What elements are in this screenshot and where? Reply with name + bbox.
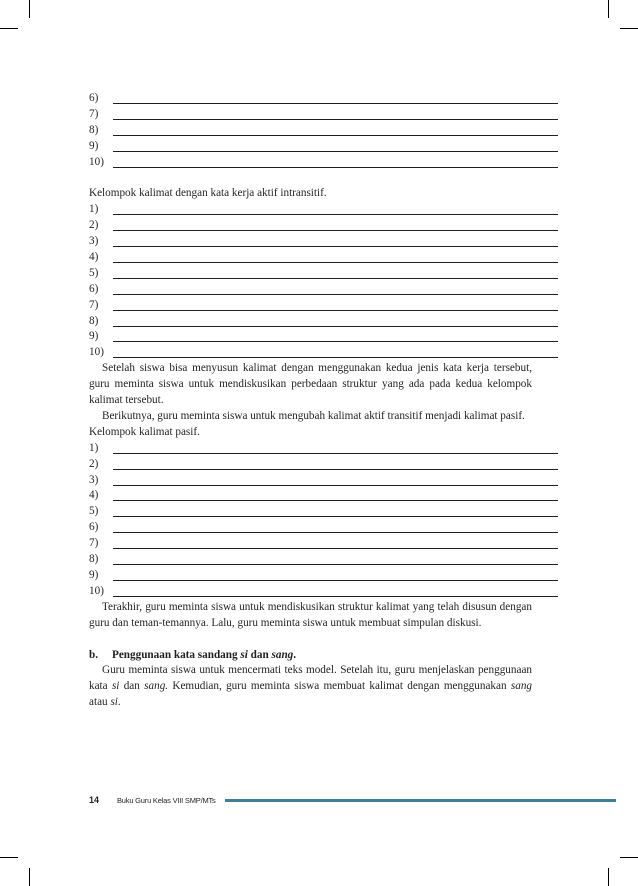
crop-mark xyxy=(608,0,609,18)
answer-blank-line xyxy=(113,151,558,152)
paragraph: Terakhir, guru meminta siswa untuk mendiskusikan struktur kalimat yang telah disusun dengan guru dan teman-temannya. Lalu, guru meminta siswa untuk membuat simpulan diskusi. xyxy=(89,600,532,629)
item-number: 4) xyxy=(89,251,99,264)
answer-blank-line xyxy=(113,500,558,501)
answer-blank-line xyxy=(113,580,558,581)
answer-blank-line xyxy=(113,326,558,327)
intransitive-list-item xyxy=(89,345,532,361)
passive-list-item xyxy=(89,568,532,584)
answer-blank-line xyxy=(113,278,558,279)
item-number: 9) xyxy=(89,139,99,152)
item-number: 7) xyxy=(89,298,99,311)
item-number: 8) xyxy=(89,123,99,136)
section-b-heading: b. Penggunaan kata sandang si dan sang. xyxy=(89,648,532,664)
intransitive-list-item xyxy=(89,202,532,218)
crop-mark xyxy=(620,857,638,858)
answer-blank-line xyxy=(113,262,558,263)
item-number: 10) xyxy=(89,346,104,359)
intransitive-list-item xyxy=(89,298,532,314)
intransitive-list-item xyxy=(89,234,532,250)
item-number: 1) xyxy=(89,203,99,216)
item-number: 4) xyxy=(89,489,99,502)
answer-blank-line xyxy=(113,485,558,486)
transitive-list-item xyxy=(89,123,532,139)
passive-list-item xyxy=(89,441,532,457)
answer-blank-line xyxy=(113,516,558,517)
item-number: 7) xyxy=(89,537,99,550)
item-number: 10) xyxy=(89,155,104,168)
page-number: 14 xyxy=(89,795,100,805)
answer-blank-line xyxy=(113,469,558,470)
passive-list-item xyxy=(89,552,532,568)
passive-list-item xyxy=(89,457,532,473)
item-number: 8) xyxy=(89,553,99,566)
item-number: 8) xyxy=(89,314,99,327)
answer-blank-line xyxy=(113,453,558,454)
paragraph: Berikutnya, guru meminta siswa untuk mengubah kalimat aktif transitif menjadi kalimat pasif. xyxy=(102,409,525,422)
crop-mark xyxy=(608,868,609,886)
item-number: 5) xyxy=(89,266,99,279)
item-number: 1) xyxy=(89,441,99,454)
passive-list-item xyxy=(89,536,532,552)
answer-blank-line xyxy=(113,214,558,215)
item-number: 6) xyxy=(89,92,99,104)
answer-blank-line xyxy=(113,119,558,120)
answer-blank-line xyxy=(113,564,558,565)
intransitive-list-item xyxy=(89,218,532,234)
passive-list-item xyxy=(89,584,532,600)
crop-mark xyxy=(29,0,30,18)
item-number: 6) xyxy=(89,282,99,295)
item-number: 7) xyxy=(89,107,99,120)
intransitive-list-item xyxy=(89,250,532,266)
passive-list-item xyxy=(89,473,532,489)
answer-blank-line xyxy=(113,596,558,597)
answer-blank-line xyxy=(113,548,558,549)
answer-blank-line xyxy=(113,230,558,231)
crop-mark xyxy=(29,868,30,886)
transitive-list-continuation xyxy=(89,91,532,170)
passive-list-item xyxy=(89,520,532,536)
answer-blank-line xyxy=(113,103,558,104)
book-title: Buku Guru Kelas VIII SMP/MTs xyxy=(117,796,216,805)
answer-blank-line xyxy=(113,135,558,136)
passive-list-item xyxy=(89,504,532,520)
crop-mark xyxy=(620,28,638,29)
crop-mark xyxy=(0,28,18,29)
paragraph: Setelah siswa bisa menyusun kalimat dengan menggunakan kedua jenis kata kerja tersebut, guru meminta siswa untuk mendiskusikan perbedaan struktur yang ada pada kedua kelompok kalimat tersebut. xyxy=(89,362,532,407)
answer-blank-line xyxy=(113,167,558,168)
intransitive-list-item xyxy=(89,314,532,330)
intransitive-heading: Kelompok kalimat dengan kata kerja aktif intransitif. xyxy=(89,187,327,200)
item-number: 10) xyxy=(89,584,104,597)
transitive-list-item xyxy=(89,155,532,171)
answer-blank-line xyxy=(113,341,558,342)
passive-list-item xyxy=(89,488,532,504)
section-marker: b. xyxy=(89,648,99,661)
item-number: 2) xyxy=(89,457,99,470)
transitive-list-item xyxy=(89,91,532,107)
answer-blank-line xyxy=(113,294,558,295)
item-number: 9) xyxy=(89,330,99,343)
footer-bar xyxy=(225,799,616,802)
passive-list xyxy=(89,441,532,600)
item-number: 3) xyxy=(89,235,99,248)
item-number: 9) xyxy=(89,568,99,581)
transitive-list-item xyxy=(89,139,532,155)
page-content xyxy=(89,91,532,711)
item-number: 5) xyxy=(89,505,99,518)
answer-blank-line xyxy=(113,310,558,311)
transitive-list-item xyxy=(89,107,532,123)
passive-heading: Kelompok kalimat pasif. xyxy=(89,425,200,438)
intransitive-list-item xyxy=(89,266,532,282)
intransitive-list-item xyxy=(89,282,532,298)
page-footer xyxy=(89,795,529,807)
answer-blank-line xyxy=(113,246,558,247)
intransitive-list xyxy=(89,202,532,361)
item-number: 2) xyxy=(89,219,99,232)
answer-blank-line xyxy=(113,357,558,358)
intransitive-list-item xyxy=(89,329,532,345)
item-number: 6) xyxy=(89,521,99,534)
crop-mark xyxy=(0,857,18,858)
answer-blank-line xyxy=(113,532,558,533)
item-number: 3) xyxy=(89,473,99,486)
paragraph: Guru meminta siswa untuk mencermati teks model. Setelah itu, guru menjelaskan penggunaan kata si dan sang. Kemudian, guru meminta siswa membuat kalimat dengan menggunakan sang atau si. xyxy=(89,664,533,709)
